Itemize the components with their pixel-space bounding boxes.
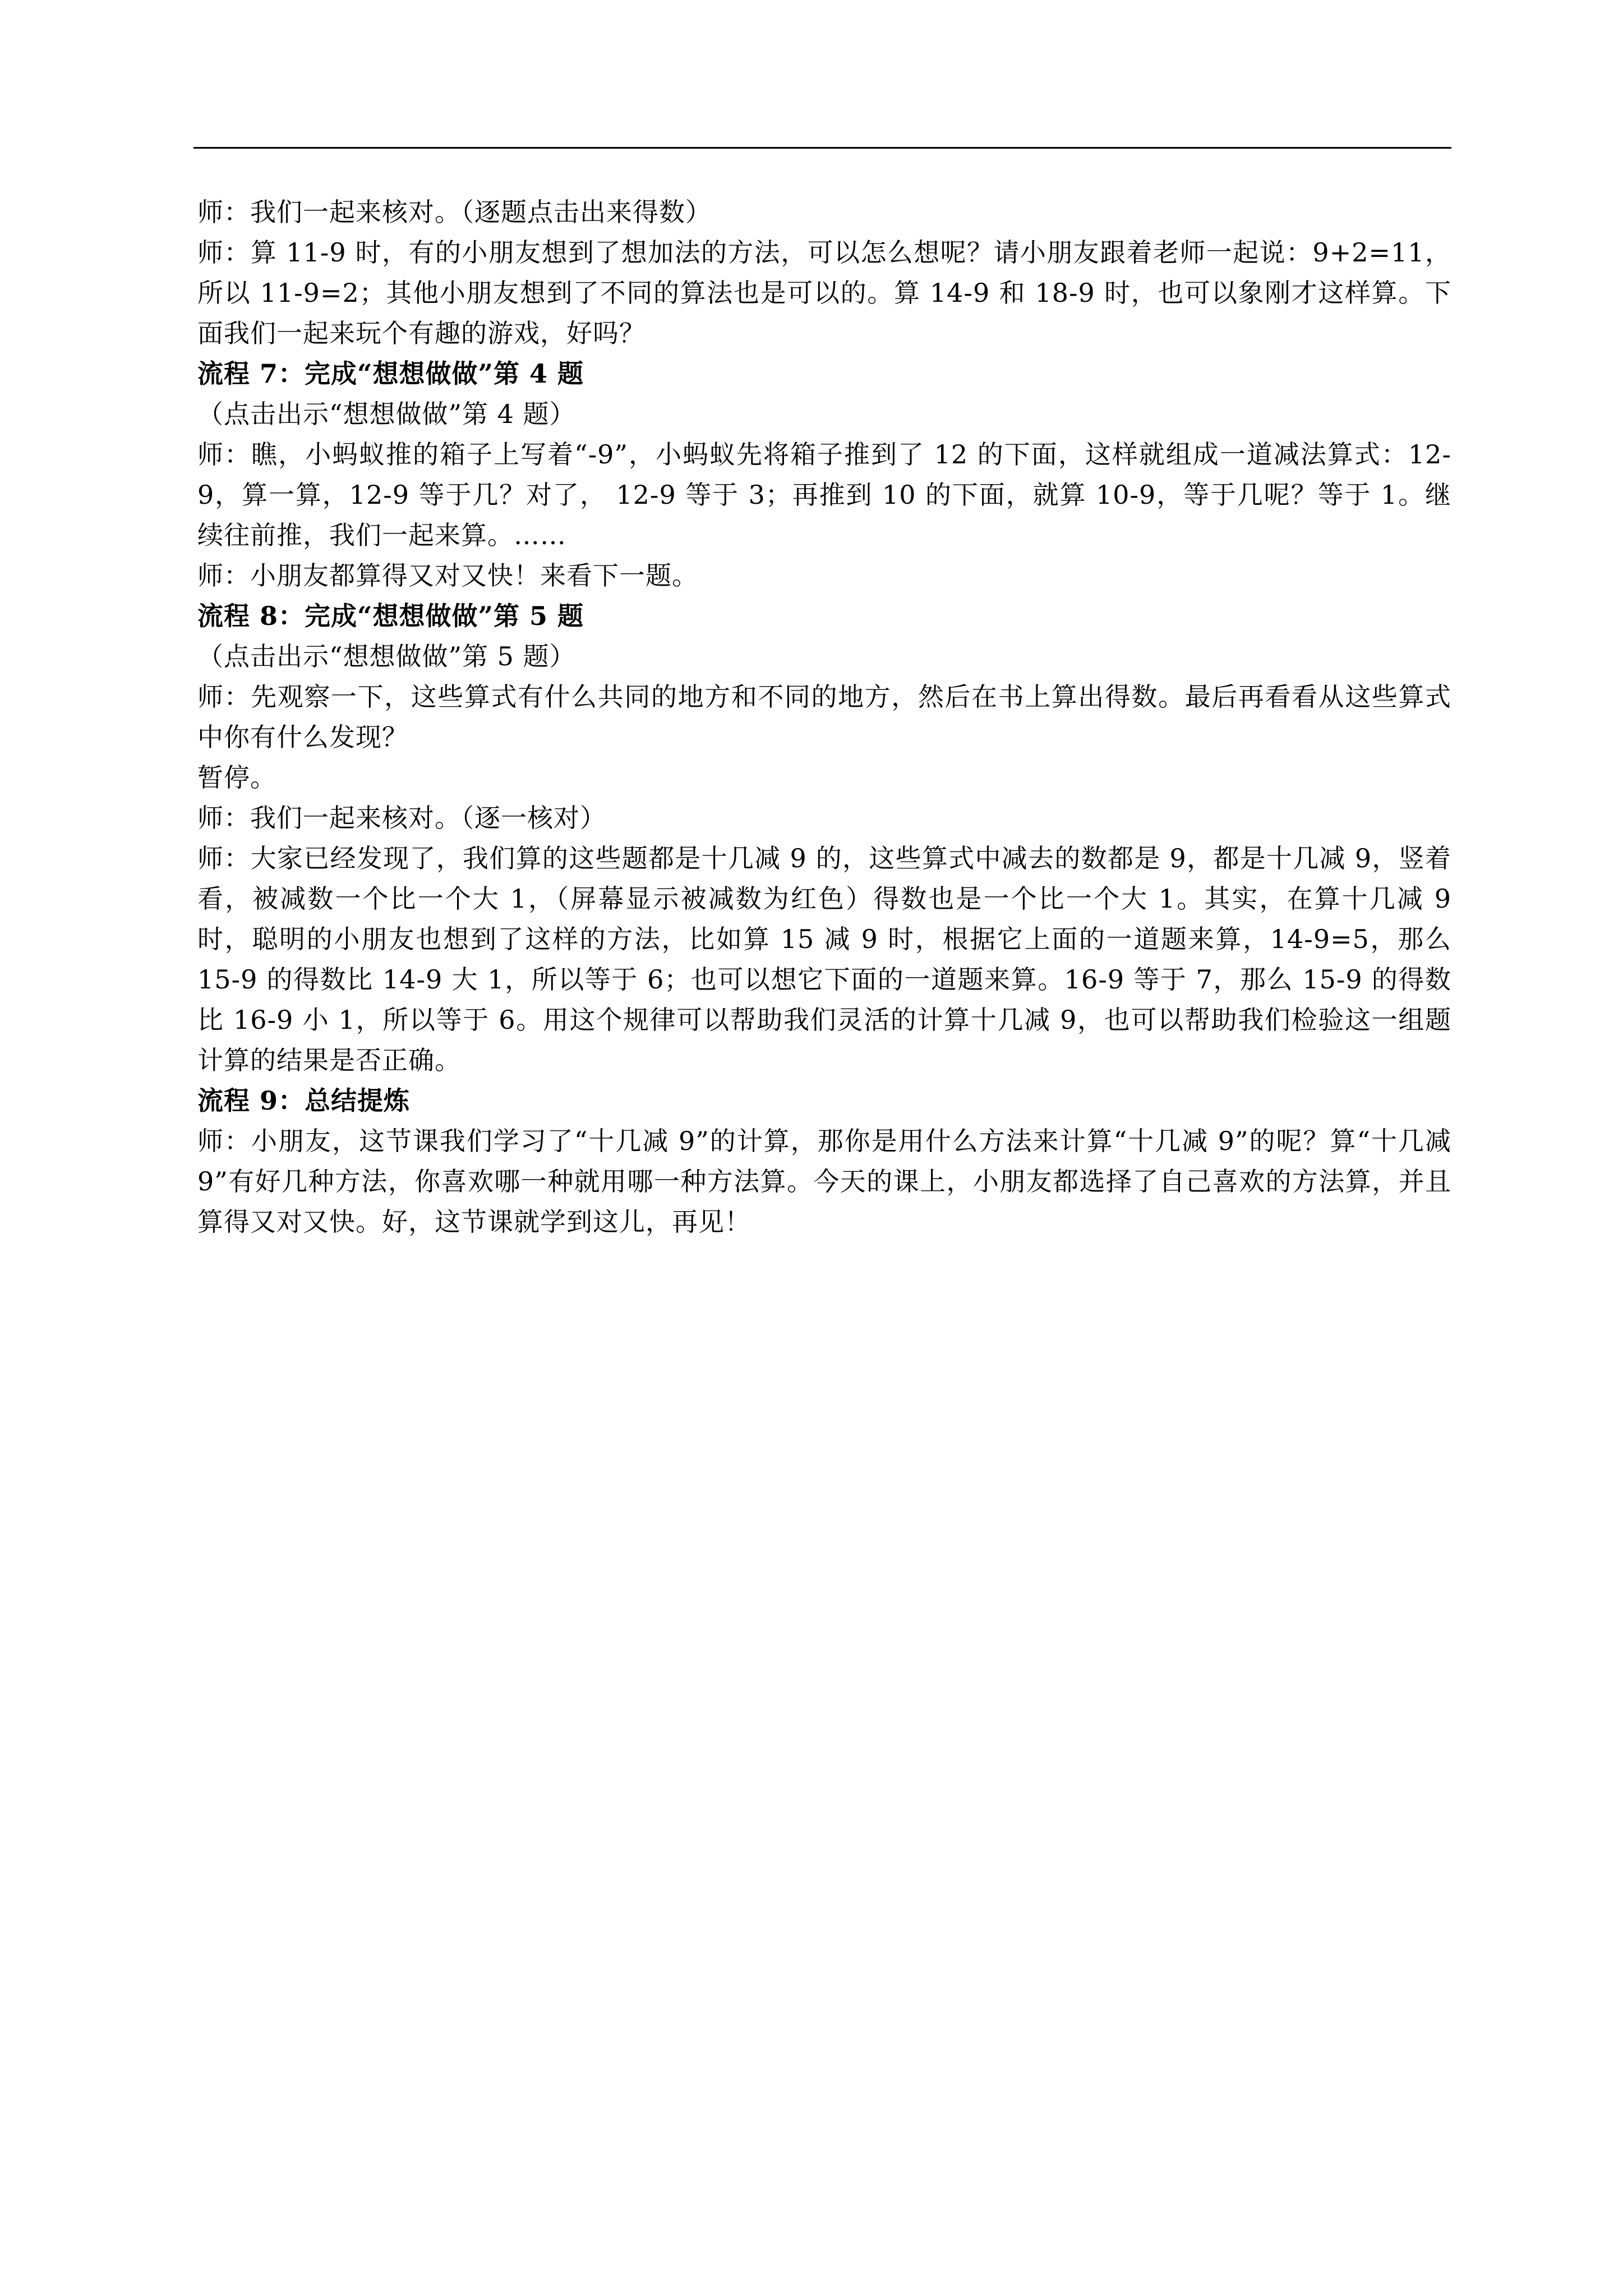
paragraph-show-exercise-4: （点击出示“想想做做”第 4 题） [197,399,576,429]
paragraph-summary: 师：小朋友，这节课我们学习了“十几减 9”的计算，那你是用什么方法来计算“十几减 9”的呢？算“十几减 9”有好几种方法，你喜欢哪一种就用哪一种方法算。今天的课上，小朋友都选择了自己喜欢的方法算，并且算得又对又快。好，这节课就学到这儿，再见！ [197,1126,1451,1237]
paragraph-check-answers: 师：我们一起来核对。（逐题点击出来得数） [197,197,712,227]
heading-step-8: 流程 8：完成“想想做做”第 5 题 [197,601,584,631]
heading-step-7: 流程 7：完成“想想做做”第 4 题 [197,358,584,389]
paragraph-observe: 师：先观察一下，这些算式有什么共同的地方和不同的地方，然后在书上算出得数。最后再看看从这些算式中你有什么发现？ [197,682,1451,752]
header-rule [193,147,1451,149]
paragraph-addition-method: 师：算 11-9 时，有的小朋友想到了想加法的方法，可以怎么想呢？请小朋友跟着老师一起说：9+2=11，所以 11-9=2；其他小朋友想到了不同的算法也是可以的。算 14-9 和 18-9 时，也可以象刚才这样算。下面我们一起来玩个有趣的游戏，好吗？ [197,237,1451,348]
paragraph-ant-game: 师：瞧，小蚂蚁推的箱子上写着“-9”，小蚂蚁先将箱子推到了 12 的下面，这样就组成一道减法算式：12-9，算一算，12-9 等于几？对了， 12-9 等于 3；再推到 10 的下面，就算 10-9，等于几呢？等于 1。继续往前推，我们一起来算。…… [197,439,1451,550]
document-body [197,192,1451,1242]
paragraph-pattern-discovery: 师：大家已经发现了，我们算的这些题都是十几减 9 的，这些算式中减去的数都是 9，都是十几减 9，竖着看，被减数一个比一个大 1，（屏幕显示被减数为红色）得数也是一个比一个大 1。其实，在算十几减 9 时，聪明的小朋友也想到了这样的方法，比如算 15 减 9 时，根据它上面的一道题来算，14-9=5，那么 15-9 的得数比 14-9 大 1，所以等于 6；也可以想它下面的一道题来算。16-9 等于 7，那么 15-9 的得数比 16-9 小 1，所以等于 6。用这个规律可以帮助我们灵活的计算十几减 9，也可以帮助我们检验这一组题计算的结果是否正确。 [197,843,1451,1075]
paragraph-show-exercise-5: （点击出示“想想做做”第 5 题） [197,641,576,671]
heading-step-9: 流程 9：总结提炼 [197,1085,411,1116]
paragraph-praise: 师：小朋友都算得又对又快！来看下一题。 [197,560,698,591]
paragraph-pause: 暂停。 [197,762,276,793]
paragraph-check-one-by-one: 师：我们一起来核对。（逐一核对） [197,803,606,833]
